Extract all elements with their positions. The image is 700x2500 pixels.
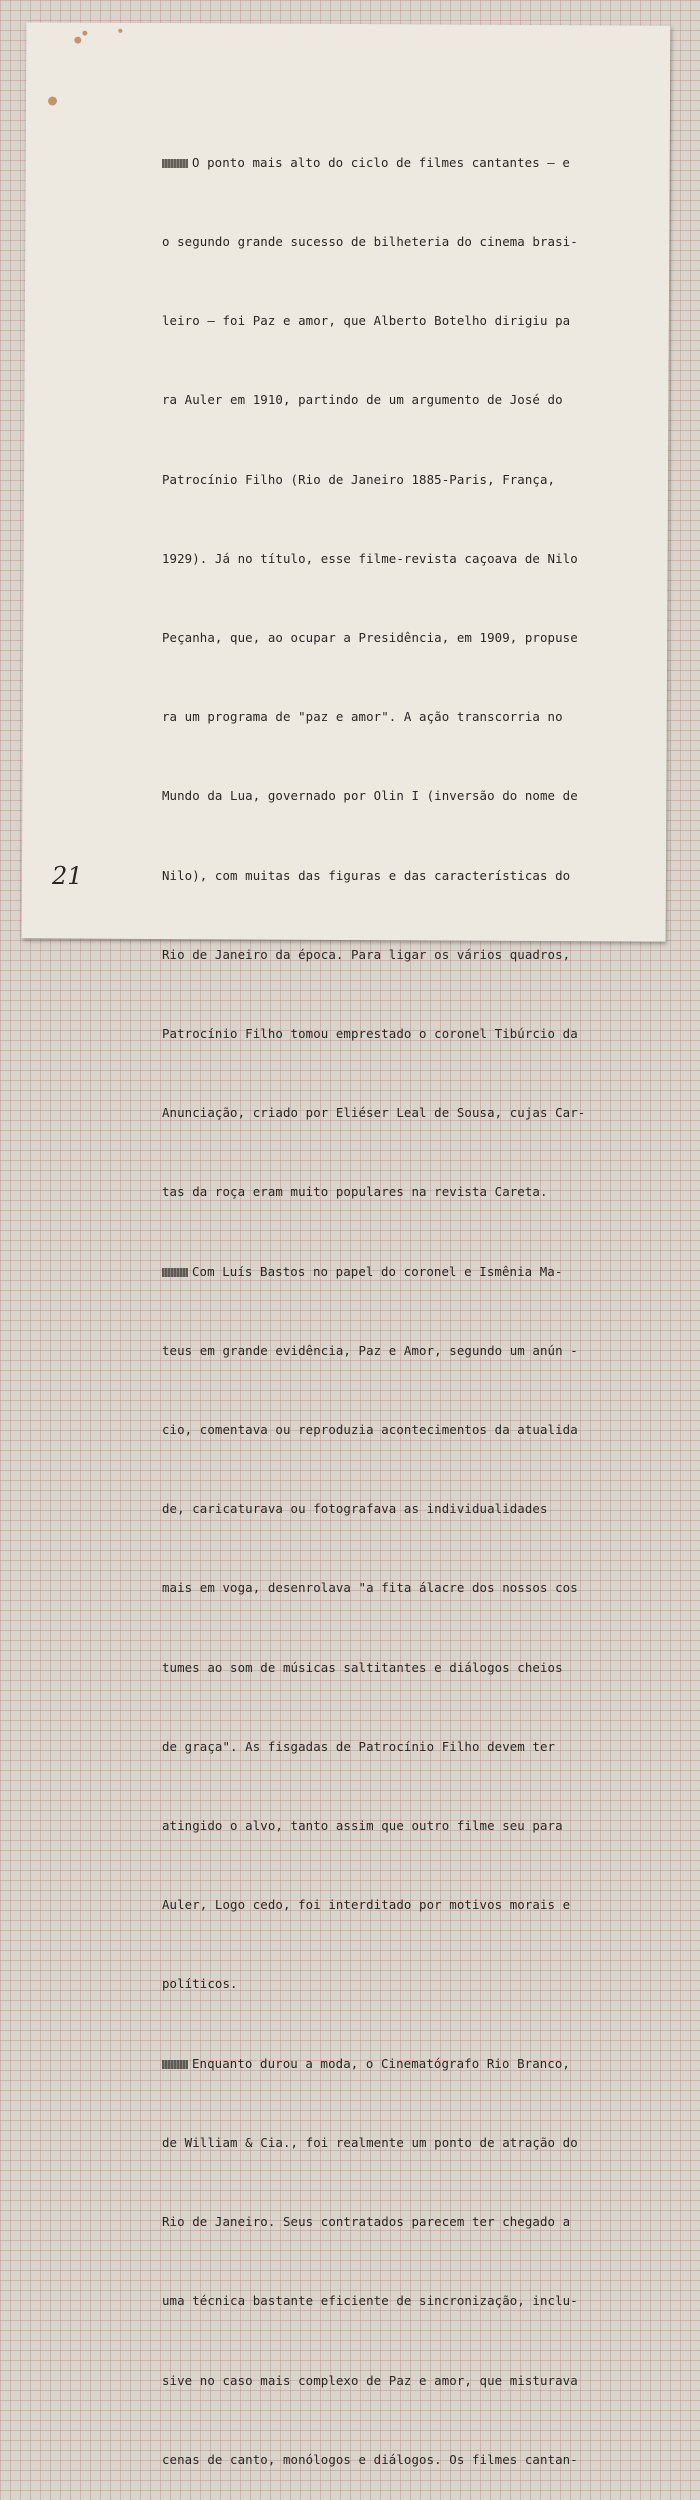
text-line: O ponto mais alto do ciclo de filmes cantantes — e [162,150,642,176]
document-body [162,97,642,2500]
text-line: Patrocínio Filho (Rio de Janeiro 1885-Paris, França, [162,471,556,487]
text-line: 1929). Já no título, esse filme-revista caçoava de Nilo [162,550,578,566]
text-line: teus em grande evidência, Paz e Amor, segundo um anún - [162,1342,578,1358]
text-line: leiro — foi Paz e amor, que Alberto Botelho dirigiu pa [162,313,571,329]
text-line: uma técnica bastante eficiente de sincronização, inclu- [162,2293,578,2309]
text-line: Enquanto durou a moda, o Cinematógrafo Rio Branco, [162,2051,642,2077]
rust-stain [74,37,81,44]
text-line: tumes ao som de músicas saltitantes e diálogos cheios [162,1659,563,1675]
text-line: mais em voga, desenrolava "a fita álacre dos nossos cos [162,1580,578,1596]
indent-mark [162,2060,188,2069]
text-line: sive no caso mais complexo de Paz e amor, que misturava [162,2372,578,2388]
rust-stain [48,96,57,105]
indent-mark [162,159,188,168]
indent-mark [162,1268,188,1277]
text-line: tas da roça eram muito populares na revista Careta. [162,1184,548,1200]
rust-stain [118,29,122,33]
page-number: 21 [52,862,83,890]
text-line: Patrocínio Filho tomou emprestado o coronel Tibúrcio da [162,1026,578,1042]
text-line: cio, comentava ou reproduzia acontecimentos da atualida [162,1422,578,1438]
text-line: de William & Cia., foi realmente um ponto de atração do [162,2134,578,2150]
text-line: Com Luís Bastos no papel do coronel e Ismênia Ma- [162,1259,642,1285]
text-line: ra um programa de "paz e amor". A ação transcorria no [162,709,563,725]
text-line: Auler, Logo cedo, foi interditado por motivos morais e [162,1897,571,1913]
rust-stain [82,31,87,36]
text-line: políticos. [162,1976,238,1992]
text-line: Mundo da Lua, governado por Olin I (inversão do nome de [162,788,578,804]
text-line: de graça". As fisgadas de Patrocínio Filho devem ter [162,1738,556,1754]
text-line: de, caricaturava ou fotografava as individualidades [162,1501,548,1517]
text-line: Rio de Janeiro. Seus contratados parecem ter chegado a [162,2214,571,2230]
text-line: Anunciação, criado por Eliéser Leal de Sousa, cujas Car- [162,1105,586,1121]
text-line: Peçanha, que, ao ocupar a Presidência, em 1909, propuse [162,630,578,646]
text-line: ra Auler em 1910, partindo de um argumento de José do [162,392,563,408]
text-line: atingido o alvo, tanto assim que outro filme seu para [162,1818,563,1834]
text-line: Nilo), com muitas das figuras e das características do [162,867,571,883]
text-line: Rio de Janeiro da época. Para ligar os vários quadros, [162,946,571,962]
text-line: o segundo grande sucesso de bilheteria do cinema brasi- [162,234,578,250]
text-line: cenas de canto, monólogos e diálogos. Os filmes cantan- [162,2451,578,2467]
